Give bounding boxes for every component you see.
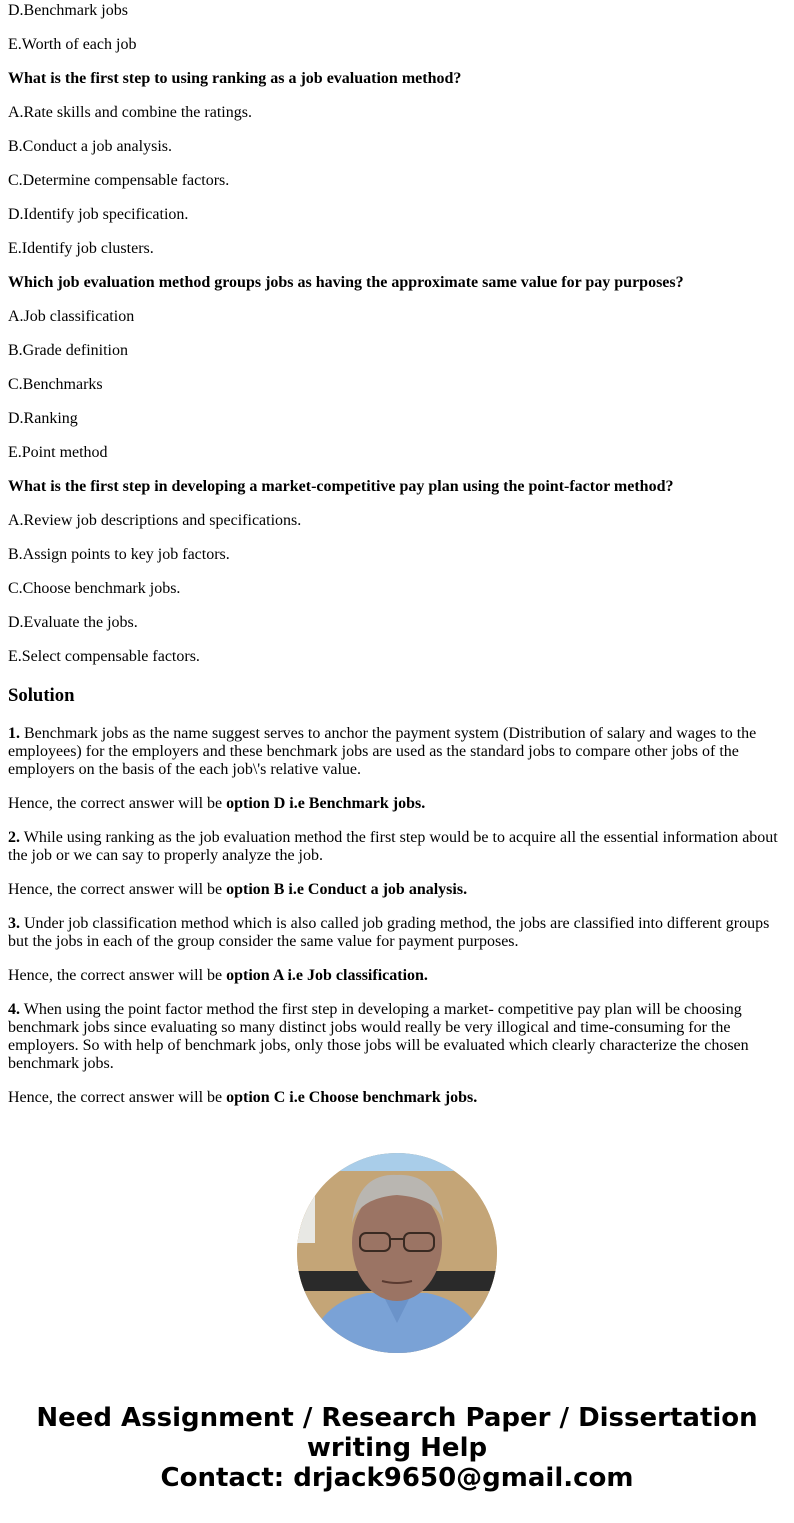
option-line: A.Job classification: [8, 308, 135, 325]
option-line: B.Grade definition: [8, 342, 128, 359]
solution-paragraph-1: [8, 725, 786, 779]
solution-heading: Solution: [8, 685, 75, 706]
banner-line-2: writing Help: [306, 1433, 488, 1463]
question-heading: What is the first step in developing a market-competitive pay plan using the point-factor method?: [8, 478, 674, 495]
solution-paragraph-3: [8, 915, 786, 951]
answer-prefix: Hence, the correct answer will be: [8, 881, 227, 898]
answer-option: option B i.e Conduct a job analysis.: [226, 881, 468, 898]
answer-option: option D i.e Benchmark jobs.: [226, 795, 426, 812]
option-line: C.Benchmarks: [8, 376, 103, 393]
answer-line-2: [8, 881, 786, 899]
solution-text: When using the point factor method the first step in developing a market- competitive pay plan will be choosing benchmark jobs since evaluating so many distinct jobs would really be very illogical and time-consuming for the employers. So with help of benchmark jobs, only those jobs will be evaluated which clearly characterize the chosen benchmark jobs.: [8, 1001, 749, 1072]
solution-number: 1.: [8, 725, 20, 742]
answer-line-3: [8, 967, 786, 985]
option-line: E.Point method: [8, 444, 108, 461]
answer-prefix: Hence, the correct answer will be: [8, 1089, 227, 1106]
option-line: A.Review job descriptions and specifications.: [8, 512, 302, 529]
question-heading: What is the first step to using ranking as a job evaluation method?: [8, 70, 462, 87]
banner-line-1: Need Assignment / Research Paper / Dissertation: [36, 1403, 758, 1433]
question-heading: Which job evaluation method groups jobs as having the approximate same value for pay purposes?: [8, 274, 684, 291]
option-line: B.Assign points to key job factors.: [8, 546, 230, 563]
option-line: A.Rate skills and combine the ratings.: [8, 104, 252, 121]
option-line: D.Evaluate the jobs.: [8, 614, 138, 631]
answer-option: option A i.e Job classification.: [226, 967, 428, 984]
option-line: E.Worth of each job: [8, 36, 137, 53]
option-line: C.Determine compensable factors.: [8, 172, 230, 189]
option-line: C.Choose benchmark jobs.: [8, 580, 181, 597]
option-line: E.Select compensable factors.: [8, 648, 200, 665]
answer-prefix: Hence, the correct answer will be: [8, 967, 227, 984]
contact-banner: [0, 1403, 794, 1493]
solution-number: 2.: [8, 829, 20, 846]
author-avatar: [297, 1153, 497, 1353]
solution-number: 4.: [8, 1001, 20, 1018]
option-line: D.Identify job specification.: [8, 206, 189, 223]
option-line: D.Benchmark jobs: [8, 2, 128, 19]
person-portrait-icon: [297, 1153, 497, 1353]
answer-option: option C i.e Choose benchmark jobs.: [226, 1089, 478, 1106]
answer-line-4: [8, 1089, 786, 1107]
option-line: D.Ranking: [8, 410, 78, 427]
solution-text: Benchmark jobs as the name suggest serves to anchor the payment system (Distribution of salary and wages to the employees) for the employers and these benchmark jobs are used as the standard jobs to compare other jobs of the employers on the basis of the each job\'s relative value.: [8, 725, 757, 778]
answer-prefix: Hence, the correct answer will be: [8, 795, 227, 812]
solution-text: Under job classification method which is also called job grading method, the jobs are classified into different groups but the jobs in each of the group consider the same value for payment purposes.: [8, 915, 770, 950]
solution-paragraph-4: [8, 1001, 786, 1073]
contact-email: Contact: drjack9650@gmail.com: [160, 1463, 634, 1493]
option-line: E.Identify job clusters.: [8, 240, 154, 257]
solution-number: 3.: [8, 915, 20, 932]
answer-line-1: [8, 795, 786, 813]
solution-paragraph-2: [8, 829, 786, 865]
option-line: B.Conduct a job analysis.: [8, 138, 172, 155]
solution-text: While using ranking as the job evaluation method the first step would be to acquire all the essential information about the job or we can say to properly analyze the job.: [8, 829, 778, 864]
